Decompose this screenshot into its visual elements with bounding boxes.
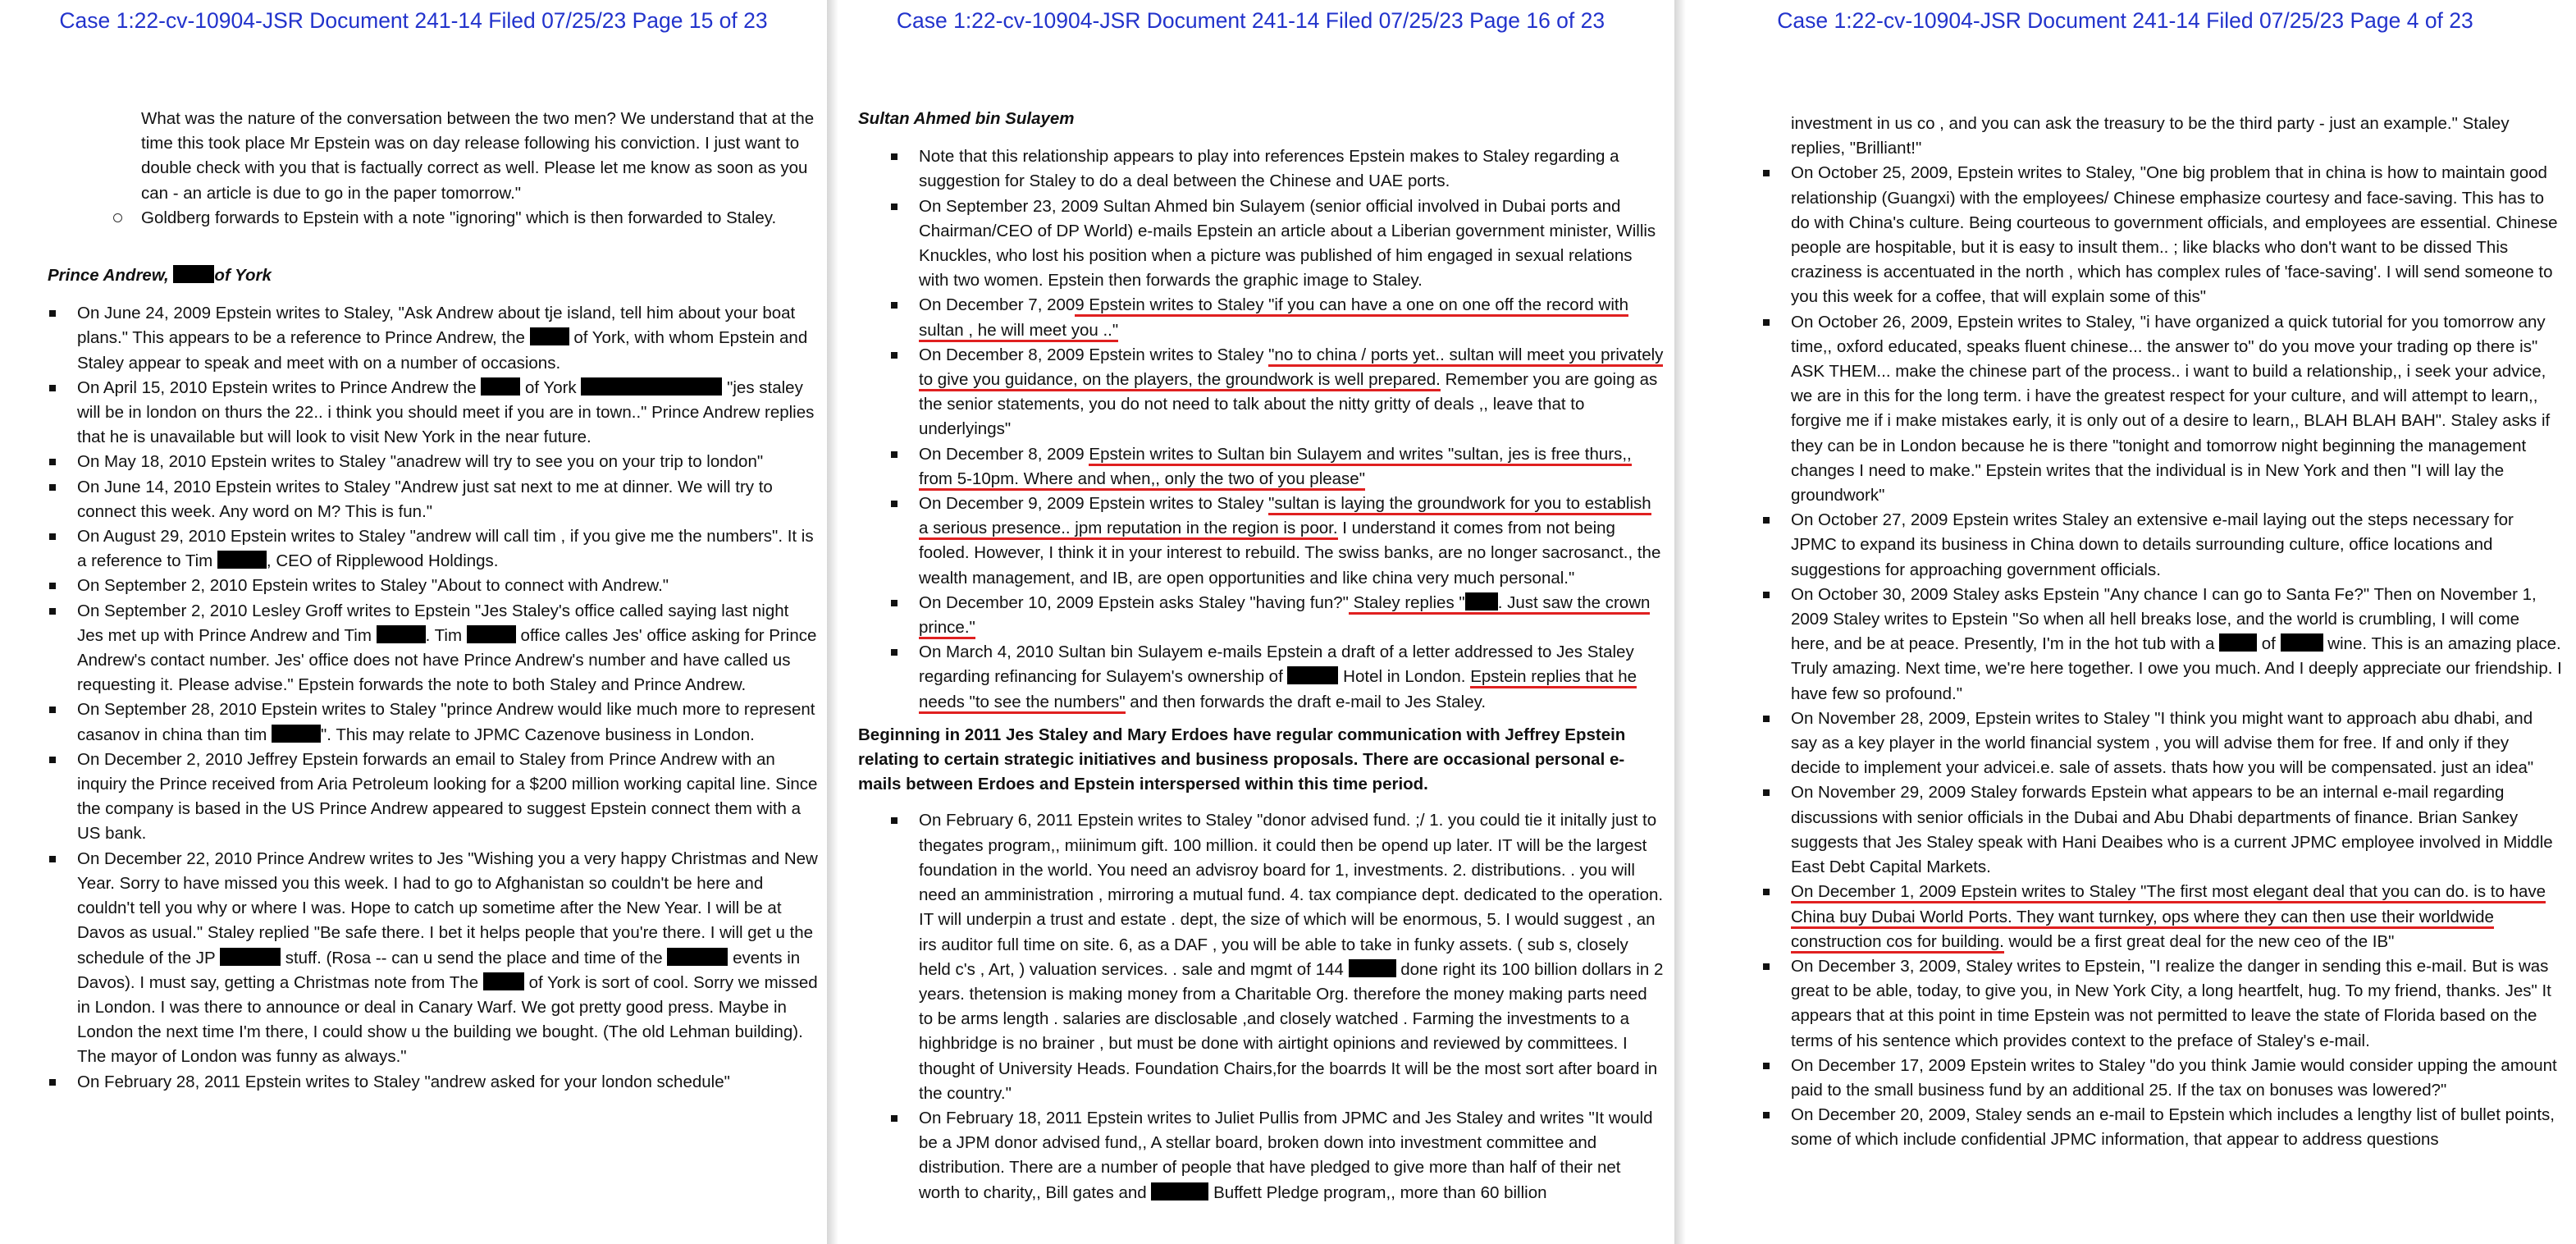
list-item: On October 26, 2009, Epstein writes to Staley, "i have organized a quick tutorial for you tomorrow any time,, oxford educated, speaks fluent chinese... the answer to" do you move your trading op there is" ASK THEM... make the chinese part of the process.. i want to build a relationship,, i seek your advice, we are in this for the long term. i have the greatest respect for your culture, and will attempt to learn,, forgive me if i make mistakes early, it is only out of a desire to learn,, BLAH BLAH BAH". Staley asks if they can be in London because he is there "tonight and tomorrow night beginning the management changes I need to make." Epstein writes that the individual is in New York and then "I will lay the groundwork"	[1761, 310, 2562, 509]
underlined-text: "no to china / ports yet.. sultan will meet you privately to give you guidance, on the players, the groundwork is well prepared.	[919, 345, 1663, 391]
redaction-block	[1465, 592, 1498, 611]
list-item: On November 29, 2009 Staley forwards Epstein what appears to be an internal e-mail regarding discussions with senior officials in the Dubai and Abu Dhabi departments of finance. Brian Sankey suggests that Jes Staley speak with Hani Deaibes who is a current JPMC employee involved in Middle East Debt Capital Markets.	[1761, 780, 2562, 880]
list-item: On December 17, 2009 Epstein writes to Staley "do you think Jamie would consider upping the amount paid to the small business fund by an additional 25. If the tax on bonuses was lowered?"	[1761, 1054, 2562, 1103]
list-item: On December 10, 2009 Epstein asks Staley "having fun?" Staley replies " . Just saw the crown prince."	[889, 591, 1664, 640]
redaction-block	[1287, 666, 1338, 684]
redaction-block	[467, 625, 516, 643]
redaction-block	[220, 948, 281, 966]
list-item: On September 2, 2010 Epstein writes to Staley "About to connect with Andrew."	[48, 574, 819, 598]
redaction-block	[2281, 633, 2323, 652]
page-body	[48, 107, 819, 1095]
redaction-block	[377, 625, 426, 643]
list-item: Note that this relationship appears to play into references Epstein makes to Staley regarding a suggestion for Staley to do a deal between the Chinese and UAE ports.	[889, 144, 1664, 194]
intro-paragraph: What was the nature of the conversation between the two men? We understand that at the time this took place Mr Epstein was on day release following his conviction. I just want to double check with you that is factually correct as well. Please let me know as soon as you can - an article is due to go in the paper tomorrow."	[141, 109, 815, 203]
list-item: On February 18, 2011 Epstein writes to Juliet Pullis from JPMC and Jes Staley and writes "It would be a JPM donor advised fund,, A stellar board, broken down into investment committee and distribution. There are a number of people that have pledged to give more than half of their net worth to charity,, Bill gates and Buffett Pledge program,, more than 60 billion	[889, 1106, 1664, 1205]
list-item: On October 30, 2009 Staley asks Epstein "Any chance I can go to Santa Fe?" Then on November 1, 2009 Staley writes to Epstein "So when all hell breaks lose, and the world is crumbling, I will come here, and be at peace. Presently, I'm in the hot tub with a of wine. This is an amazing place. Truly amazing. Next time, we're here together. I owe you much. And I deeply appreciate our friendship. I have few so profound."	[1761, 583, 2562, 707]
document-page-16	[827, 0, 1674, 1244]
list-item: On November 28, 2009, Epstein writes to Staley "I think you might want to approach abu dhabi, and say as a key player in the world financial system , you will advise them for free. If and only if they decide to implement your advicei.e. sale of assets. thats how you will be compensated. just an idea"	[1761, 707, 2562, 781]
underlined-text: Epstein writes to Sultan bin Sulayem and writes "sultan, jes is free thurs,, from 5-10pm. Where and when,, only the two of you please"	[919, 445, 1632, 491]
redaction-block	[530, 327, 569, 345]
redaction-block	[272, 725, 321, 743]
document-page-4	[1674, 0, 2576, 1244]
underlined-text: Staley replies " . Just saw the crown prince."	[919, 593, 1650, 639]
list-item: On December 3, 2009, Staley writes to Epstein, "I realize the danger in sending this e-mail. But is was great to be able, today, to give you, in New York City, a long heartfelt, hug. To my friend, thanks. Jes" It appears that at this point in time Epstein was not permitted to leave the state of Florida based on the terms of his sentence which provides context to the preface of Staley's e-mail.	[1761, 954, 2562, 1054]
list-item: On December 1, 2009 Epstein writes to Staley "The first most elegant deal that you can do. is to have China buy Dubai World Ports. They want turnkey, ops where they can then use their worldwide construction cos for building. would be a first great deal for the new ceo of the IB"	[1761, 880, 2562, 954]
redaction-block	[481, 377, 520, 396]
list-item: On April 15, 2010 Epstein writes to Prince Andrew the of York "jes staley will be in london on thurs the 22.. i think you should meet if you are in town.." Prince Andrew replies that he is unavailable but will look to visit New York in the near future.	[48, 376, 819, 450]
redaction-block	[1151, 1182, 1208, 1201]
section-heading: Sultan Ahmed bin Sulayem	[858, 109, 1075, 128]
underlined-text: Epstein replies that he needs "to see the numbers"	[919, 667, 1637, 713]
list-item: On June 24, 2009 Epstein writes to Staley, "Ask Andrew about tje island, tell him about your boat plans." This appears to be a reference to Prince Andrew, the of York, with whom Epstein and Staley appear to speak and meet with on a number of occasions.	[48, 301, 819, 376]
document-page-15	[0, 0, 827, 1244]
page-header: Case 1:22-cv-10904-JSR Document 241-14 Filed 07/25/23 Page 15 of 23	[59, 8, 768, 33]
redaction-block	[667, 948, 728, 966]
page-header: Case 1:22-cv-10904-JSR Document 241-14 Filed 07/25/23 Page 16 of 23	[896, 8, 1605, 33]
redaction-block	[483, 972, 524, 990]
list-item: On September 28, 2010 Epstein writes to Staley "prince Andrew would like much more to represent casanov in china than tim ". This may relate to JPMC Cazenove business in London.	[48, 697, 819, 747]
page-shadow	[827, 0, 838, 1244]
list-item: On February 28, 2011 Epstein writes to Staley "andrew asked for your london schedule"	[48, 1070, 819, 1095]
list-item: On December 8, 2009 Epstein writes to Sultan bin Sulayem and writes "sultan, jes is free thurs,, from 5-10pm. Where and when,, only the two of you please"	[889, 442, 1664, 492]
list-item: On December 20, 2009, Staley sends an e-mail to Epstein which includes a lengthy list of bullet points, some of which include confidential JPMC information, that appear to address questions	[1761, 1103, 2562, 1152]
list-item: On September 23, 2009 Sultan Ahmed bin Sulayem (senior official involved in Dubai ports and Chairman/CEO of DP World) e-mails Epstein an article about a Liberian government minister, Willis Knuckles, who lost his position when a picture was published of him engaged in sexual relations with two women. Epstein then forwards the graphic image to Staley.	[889, 194, 1664, 294]
list-item: Goldberg forwards to Epstein with a note "ignoring" which is then forwarded to Staley.	[112, 206, 819, 231]
list-item: On December 9, 2009 Epstein writes to Staley "sultan is laying the groundwork for you to establish a serious presence.. jpm reputation in the region is poor. I understand it comes from not being fooled. However, I think it in your interest to rebuild. The swiss banks, are no longer sacrosanct., the wealth management, and IB, are open opportunities and like china very much personal."	[889, 492, 1664, 591]
underlined-text: 9 Epstein writes to Staley "if you can have a one on one off the record with sultan , he will meet you .."	[919, 295, 1628, 341]
list-item: On December 22, 2010 Prince Andrew writes to Jes "Wishing you a very happy Christmas and New Year. Sorry to have missed you this week. I had to go to Afghanistan so couldn't be here and couldn't tell you why or where I was. Hope to catch up sometime after the New Year. I will be at Davos as usual." Staley replied "Be safe there. I bet it helps people that you're there. I will get u the schedule of the JP stuff. (Rosa -- can u send the place and time of the events in Davos). I must say, getting a Christmas note from The of York is sort of cool. Sorry we missed in London. I was there to announce or deal in Canary Warf. We got pretty good press. Maybe in London the next time I'm there, I could show u the building we bought. (The old Lehman building). The mayor of London was funny as always."	[48, 847, 819, 1070]
page-header: Case 1:22-cv-10904-JSR Document 241-14 Filed 07/25/23 Page 4 of 23	[1777, 8, 2473, 33]
redaction-block	[217, 551, 267, 569]
redaction-block	[581, 377, 722, 396]
redaction-block	[173, 265, 214, 283]
page-body	[858, 107, 1664, 1205]
list-item: On December 8, 2009 Epstein writes to Staley "no to china / ports yet.. sultan will meet you privately to give you guidance, on the players, the groundwork is well prepared. Remember you are going as the senior statements, you do not need to talk about the nitty gritty of deals ,, leave that to underlyings"	[889, 343, 1664, 442]
bold-paragraph: Beginning in 2011 Jes Staley and Mary Erdoes have regular communication with Jeffrey Epstein relating to certain strategic initiatives and business proposals. There are occasional personal e-mails between Erdoes and Epstein interspersed within this time period.	[858, 725, 1626, 794]
list-item: On August 29, 2010 Epstein writes to Staley "andrew will call tim , if you give me the numbers". It is a reference to Tim , CEO of Ripplewood Holdings.	[48, 524, 819, 574]
list-item: On February 6, 2011 Epstein writes to Staley "donor advised fund. ;/ 1. you could tie it initally just to thegates program,, miinimum gift. 100 million. it could then be opend up later. IT will be the largest foundation in the world. You need an advisroy board for 1, investments. 2. distributions. . you will need an amministration , mirroring a mutual fund. 4. tax compiance dept. dedicated to the operation. IT will underpin a trust and estate . dept, the size of which will be enormous, 5. I would suggest , an irs auditor full time on site. 6, as a DAF , you will be able to take in funky assets. ( sub s, closely held c's , Art, ) valuation services. . sale and mgmt of 144 done right its 100 billion dollars in 2 years. thetension is making money from a Charitable Org. therefore the money making parts need to be arms length . salaries are disclosable ,and closely watched . Farming the investments to a highbridge is no brainer , but must be done with airtight opinions and reviewed by committees. I thought of University Heads. Foundation Chairs,for the boarrds It will be the most sort after board in the country."	[889, 808, 1664, 1105]
page-body	[1732, 112, 2562, 1153]
list-item: On March 4, 2010 Sultan bin Sulayem e-mails Epstein a draft of a letter addressed to Jes Staley regarding refinancing for Sulayem's ownership of Hotel in London. Epstein replies that he needs "to see the numbers" and then forwards the draft e-mail to Jes Staley.	[889, 640, 1664, 715]
continued-paragraph: investment in us co , and you can ask the treasury to be the third party - just an example." Staley replies, "Brilliant!"	[1791, 114, 2510, 158]
redaction-block	[2219, 633, 2257, 652]
list-item: On May 18, 2010 Epstein writes to Staley "anadrew will try to see you on your trip to london"	[48, 450, 819, 474]
underlined-text: "sultan is laying the groundwork for you to establish a serious presence.. jpm reputation in the region is poor.	[919, 494, 1651, 540]
section-heading: Prince Andrew, of York	[48, 266, 272, 286]
list-item: On October 25, 2009, Epstein writes to Staley, "One big problem that in china is how to maintain good relationship (Guangxi) with the employees/ Chinese emphasize courtesy and face-saving. This has to do with China's culture. Being courteous to government officials, and employees are essential. Chinese people are hospitable, but it is easy to insult them.. ; like blacks who don't want to be dissed This craziness is accentuated in the north , which has complex rules of 'face-saving'. I will send someone to you this week for a coffee, that will explain some of this"	[1761, 161, 2562, 309]
list-item: On October 27, 2009 Epstein writes Staley an extensive e-mail laying out the steps necessary for JPMC to expand its business in China down to details surrounding culture, office locations and suggestions for approaching government officials.	[1761, 508, 2562, 583]
redaction-block	[1349, 959, 1396, 977]
list-item: On June 14, 2010 Epstein writes to Staley "Andrew just sat next to me at dinner. We will try to connect this week. Any word on M? This is fun."	[48, 475, 819, 524]
list-item: On September 2, 2010 Lesley Groff writes to Epstein "Jes Staley's office called saying last night Jes met up with Prince Andrew and Tim . Tim office calles Jes' office asking for Prince Andrew's contact number. Jes' office does not have Prince Andrew's number and have called us requesting it. Please advise." Epstein forwards the note to both Staley and Prince Andrew.	[48, 599, 819, 698]
list-item: On December 2, 2010 Jeffrey Epstein forwards an email to Staley from Prince Andrew with an inquiry the Prince received from Aria Petroleum looking for a $200 million working capital line. Since the company is based in the US Prince Andrew appeared to suggest Epstein connect them with a US bank.	[48, 748, 819, 847]
page-shadow	[1674, 0, 1686, 1244]
underlined-text: On December 1, 2009 Epstein writes to Staley "The first most elegant deal that you can do. is to have China buy Dubai World Ports. They want turnkey, ops where they can then use their worldwide construction cos for building.	[1791, 882, 2546, 953]
list-item: On December 7, 2009 Epstein writes to Staley "if you can have a one on one off the record with sultan , he will meet you .."	[889, 293, 1664, 342]
